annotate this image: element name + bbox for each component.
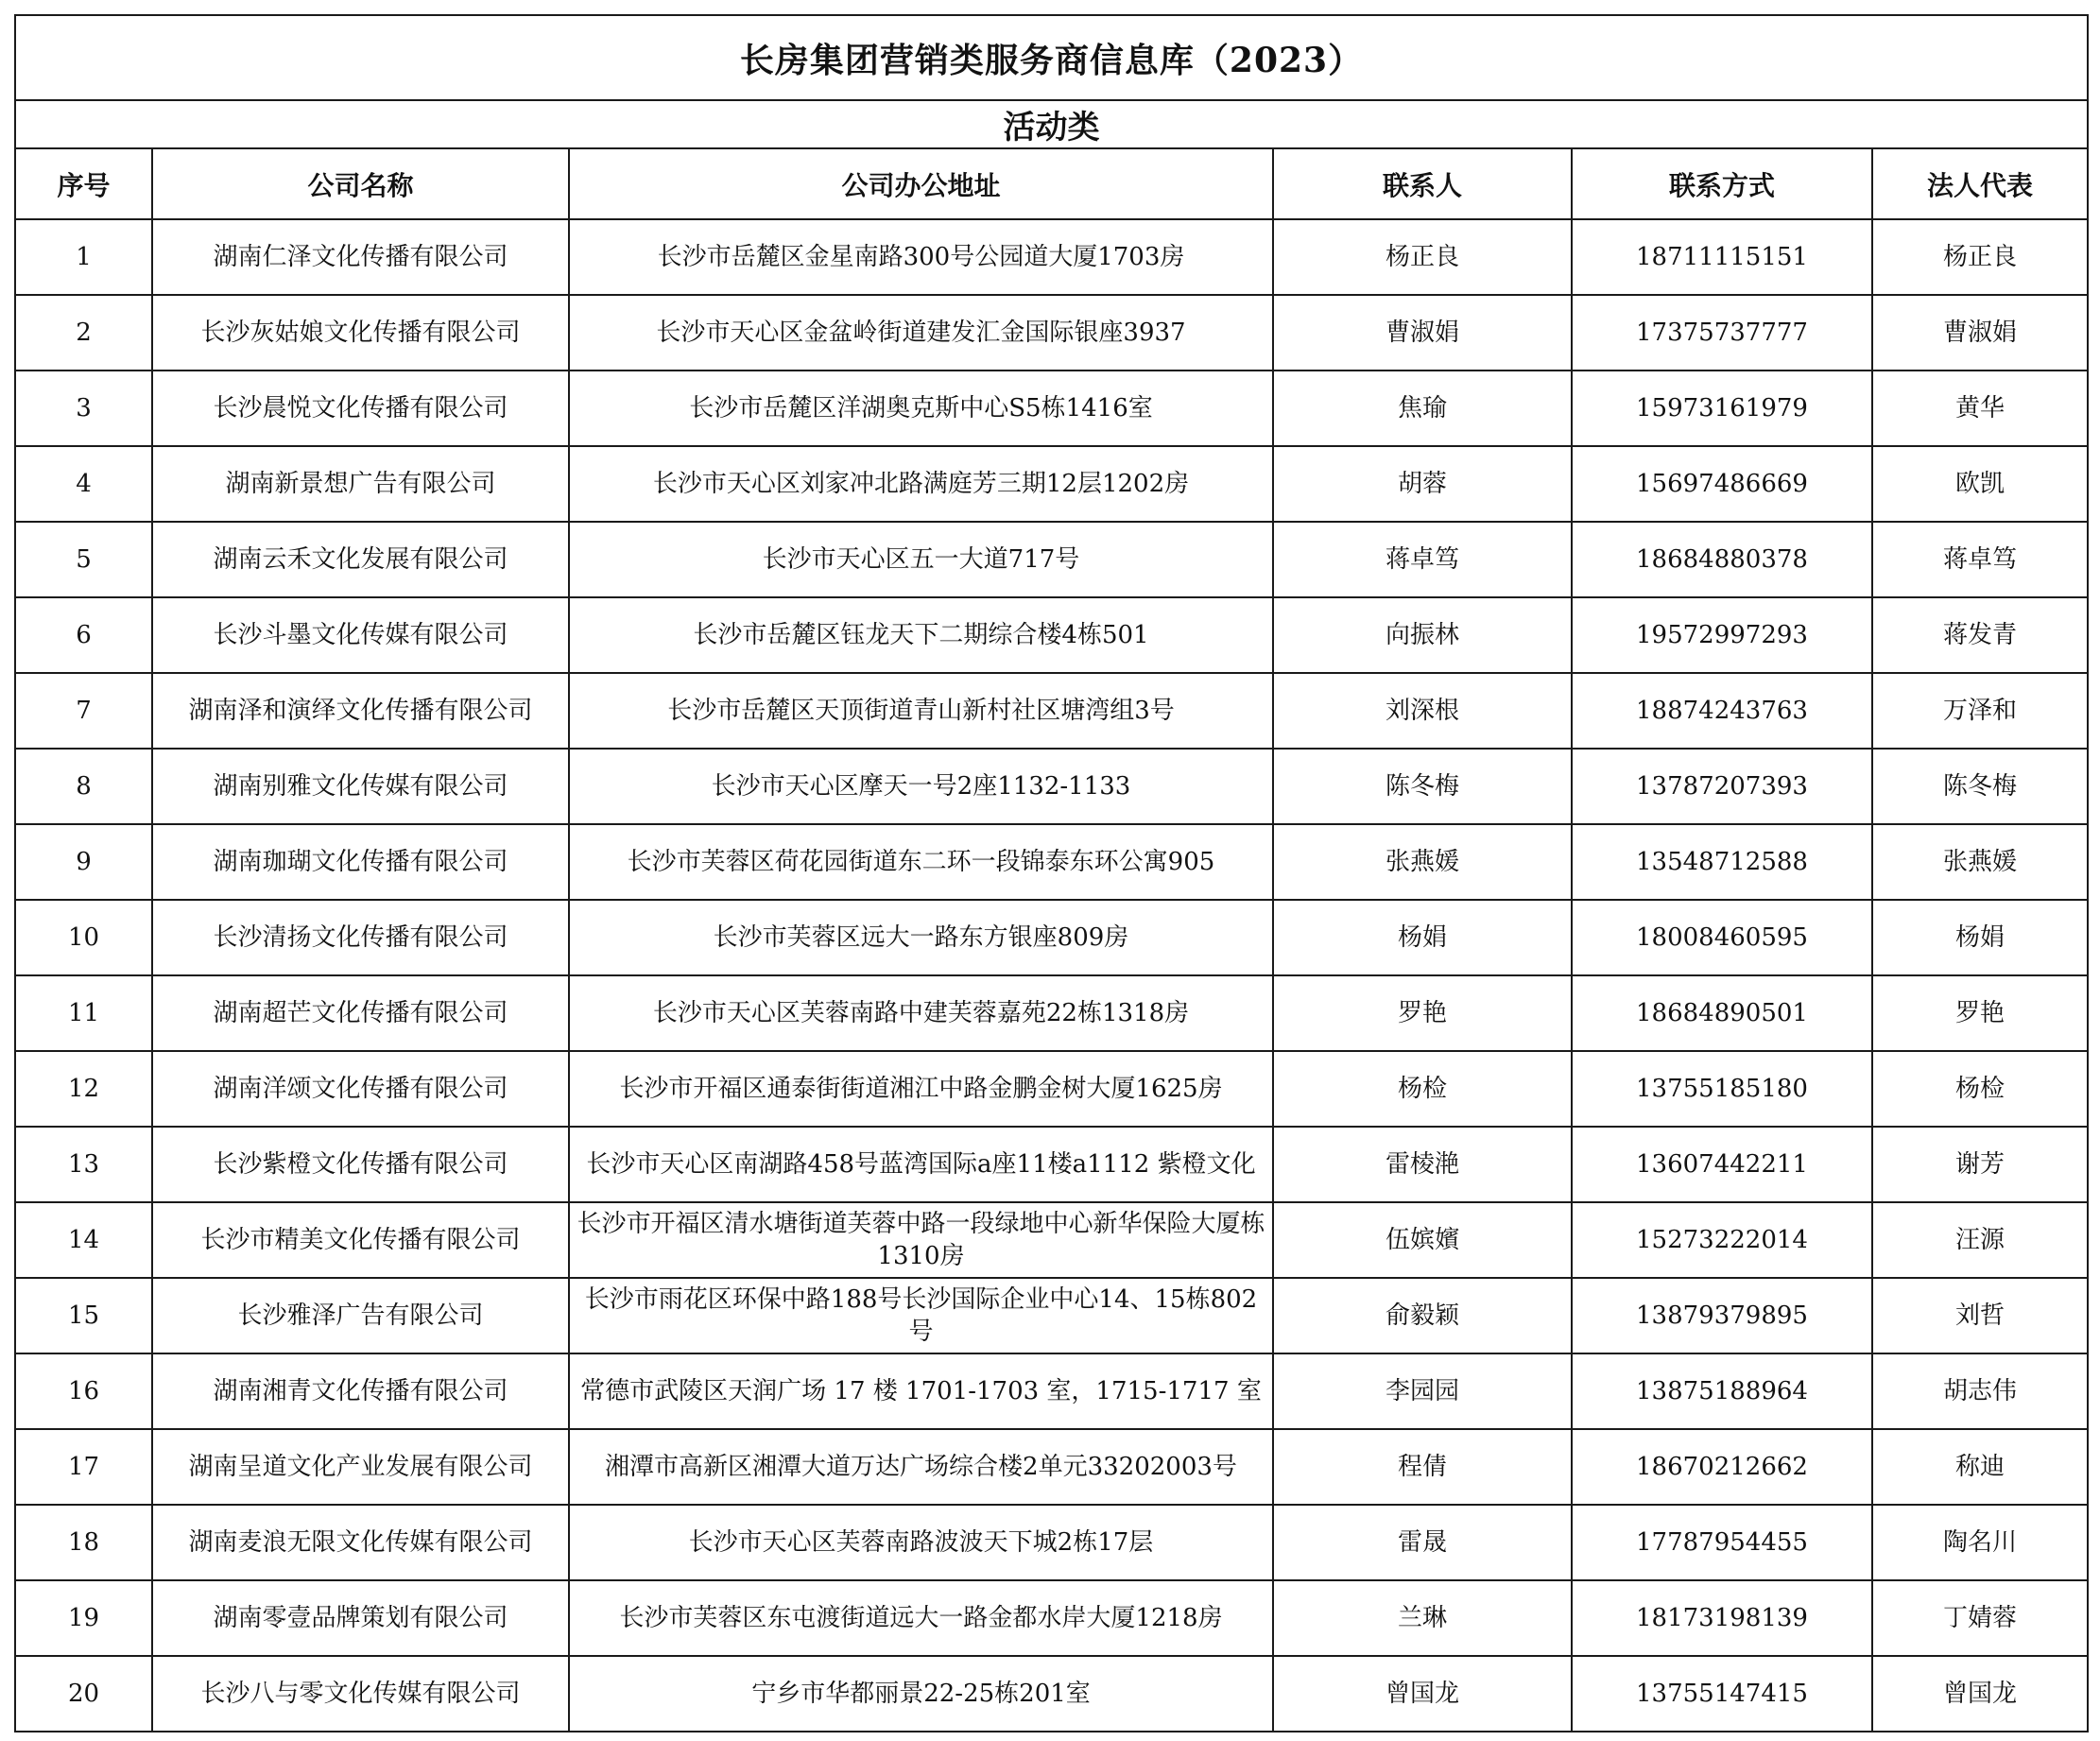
cell-phone: 15273222014	[1572, 1202, 1872, 1278]
cell-index: 11	[15, 975, 152, 1051]
cell-office-address: 长沙市岳麓区钰龙天下二期综合楼4栋501	[569, 597, 1273, 673]
cell-office-address: 长沙市芙蓉区荷花园街道东二环一段锦泰东环公寓905	[569, 824, 1273, 900]
cell-contact-person: 兰琳	[1273, 1580, 1572, 1656]
cell-office-address: 长沙市天心区摩天一号2座1132-1133	[569, 749, 1273, 824]
cell-company-name: 湖南新景想广告有限公司	[152, 446, 569, 522]
cell-office-address: 长沙市开福区清水塘街道芙蓉中路一段绿地中心新华保险大厦栋1310房	[569, 1202, 1273, 1278]
cell-legal-rep: 丁婧蓉	[1872, 1580, 2088, 1656]
sheet-title: 长房集团营销类服务商信息库（2023）	[15, 15, 2088, 100]
cell-company-name: 长沙市精美文化传播有限公司	[152, 1202, 569, 1278]
cell-phone: 13607442211	[1572, 1127, 1872, 1202]
cell-office-address: 长沙市天心区金盆岭街道建发汇金国际银座3937	[569, 295, 1273, 371]
cell-legal-rep: 刘哲	[1872, 1278, 2088, 1353]
cell-company-name: 湖南麦浪无限文化传媒有限公司	[152, 1505, 569, 1580]
table-row	[15, 673, 2088, 749]
cell-phone: 18670212662	[1572, 1429, 1872, 1505]
cell-company-name: 湖南仁泽文化传播有限公司	[152, 219, 569, 295]
cell-index: 6	[15, 597, 152, 673]
cell-contact-person: 俞毅颖	[1273, 1278, 1572, 1353]
cell-index: 2	[15, 295, 152, 371]
cell-index: 13	[15, 1127, 152, 1202]
cell-index: 18	[15, 1505, 152, 1580]
header-contact-person: 联系人	[1273, 148, 1572, 219]
cell-company-name: 湖南零壹品牌策划有限公司	[152, 1580, 569, 1656]
cell-legal-rep: 谢芳	[1872, 1127, 2088, 1202]
cell-company-name: 长沙清扬文化传播有限公司	[152, 900, 569, 975]
cell-office-address: 长沙市天心区芙蓉南路中建芙蓉嘉苑22栋1318房	[569, 975, 1273, 1051]
cell-company-name: 湖南呈道文化产业发展有限公司	[152, 1429, 569, 1505]
cell-contact-person: 陈冬梅	[1273, 749, 1572, 824]
cell-index: 16	[15, 1353, 152, 1429]
cell-legal-rep: 蒋卓笃	[1872, 522, 2088, 597]
table-row	[15, 975, 2088, 1051]
cell-company-name: 湖南云禾文化发展有限公司	[152, 522, 569, 597]
cell-contact-person: 雷晟	[1273, 1505, 1572, 1580]
cell-contact-person: 胡蓉	[1273, 446, 1572, 522]
cell-legal-rep: 杨娟	[1872, 900, 2088, 975]
header-index: 序号	[15, 148, 152, 219]
cell-contact-person: 程倩	[1273, 1429, 1572, 1505]
cell-legal-rep: 曹淑娟	[1872, 295, 2088, 371]
table-row	[15, 824, 2088, 900]
table-row	[15, 295, 2088, 371]
cell-contact-person: 杨检	[1273, 1051, 1572, 1127]
cell-legal-rep: 欧凯	[1872, 446, 2088, 522]
cell-phone: 13787207393	[1572, 749, 1872, 824]
cell-phone: 13755147415	[1572, 1656, 1872, 1732]
cell-office-address: 长沙市开福区通泰街街道湘江中路金鹏金树大厦1625房	[569, 1051, 1273, 1127]
cell-company-name: 长沙灰姑娘文化传播有限公司	[152, 295, 569, 371]
cell-company-name: 长沙紫橙文化传播有限公司	[152, 1127, 569, 1202]
cell-phone: 13879379895	[1572, 1278, 1872, 1353]
cell-phone: 18008460595	[1572, 900, 1872, 975]
table-row	[15, 749, 2088, 824]
cell-index: 15	[15, 1278, 152, 1353]
table-row	[15, 219, 2088, 295]
cell-office-address: 长沙市天心区芙蓉南路波波天下城2栋17层	[569, 1505, 1273, 1580]
table-row	[15, 1278, 2088, 1353]
cell-office-address: 长沙市芙蓉区东屯渡街道远大一路金都水岸大厦1218房	[569, 1580, 1273, 1656]
cell-company-name: 湖南珈瑚文化传播有限公司	[152, 824, 569, 900]
cell-legal-rep: 陈冬梅	[1872, 749, 2088, 824]
header-row	[15, 148, 2088, 219]
cell-office-address: 长沙市雨花区环保中路188号长沙国际企业中心14、15栋802号	[569, 1278, 1273, 1353]
cell-phone: 17375737777	[1572, 295, 1872, 371]
cell-phone: 19572997293	[1572, 597, 1872, 673]
cell-phone: 18684890501	[1572, 975, 1872, 1051]
header-legal-rep: 法人代表	[1872, 148, 2088, 219]
cell-contact-person: 杨正良	[1273, 219, 1572, 295]
cell-company-name: 湖南泽和演绎文化传播有限公司	[152, 673, 569, 749]
cell-legal-rep: 称迪	[1872, 1429, 2088, 1505]
cell-office-address: 长沙市天心区南湖路458号蓝湾国际a座11楼a1112 紫橙文化	[569, 1127, 1273, 1202]
cell-legal-rep: 万泽和	[1872, 673, 2088, 749]
cell-office-address: 长沙市天心区五一大道717号	[569, 522, 1273, 597]
table-row	[15, 522, 2088, 597]
cell-company-name: 湖南别雅文化传媒有限公司	[152, 749, 569, 824]
cell-contact-person: 伍嫔嬪	[1273, 1202, 1572, 1278]
table-row	[15, 1202, 2088, 1278]
table-row	[15, 1656, 2088, 1732]
cell-company-name: 湖南超芒文化传播有限公司	[152, 975, 569, 1051]
table-row	[15, 1429, 2088, 1505]
table-row	[15, 371, 2088, 446]
cell-legal-rep: 杨检	[1872, 1051, 2088, 1127]
table-row	[15, 1580, 2088, 1656]
cell-company-name: 长沙斗墨文化传媒有限公司	[152, 597, 569, 673]
cell-office-address: 长沙市芙蓉区远大一路东方银座809房	[569, 900, 1273, 975]
cell-office-address: 常德市武陵区天润广场 17 楼 1701-1703 室，1715-1717 室	[569, 1353, 1273, 1429]
cell-contact-person: 曹淑娟	[1273, 295, 1572, 371]
cell-index: 5	[15, 522, 152, 597]
cell-legal-rep: 陶名川	[1872, 1505, 2088, 1580]
supplier-table	[14, 14, 2089, 1732]
cell-legal-rep: 蒋发青	[1872, 597, 2088, 673]
cell-office-address: 长沙市岳麓区洋湖奥克斯中心S5栋1416室	[569, 371, 1273, 446]
table-row	[15, 1051, 2088, 1127]
table-row	[15, 1353, 2088, 1429]
cell-legal-rep: 黄华	[1872, 371, 2088, 446]
cell-index: 9	[15, 824, 152, 900]
cell-index: 17	[15, 1429, 152, 1505]
cell-phone: 15973161979	[1572, 371, 1872, 446]
cell-contact-person: 杨娟	[1273, 900, 1572, 975]
cell-index: 7	[15, 673, 152, 749]
cell-office-address: 湘潭市高新区湘潭大道万达广场综合楼2单元33202003号	[569, 1429, 1273, 1505]
cell-phone: 13755185180	[1572, 1051, 1872, 1127]
cell-index: 3	[15, 371, 152, 446]
cell-contact-person: 焦瑜	[1273, 371, 1572, 446]
title-row	[15, 15, 2088, 100]
cell-index: 14	[15, 1202, 152, 1278]
cell-contact-person: 张燕媛	[1273, 824, 1572, 900]
header-office-address: 公司办公地址	[569, 148, 1273, 219]
cell-index: 20	[15, 1656, 152, 1732]
cell-contact-person: 罗艳	[1273, 975, 1572, 1051]
cell-contact-person: 刘深根	[1273, 673, 1572, 749]
cell-legal-rep: 杨正良	[1872, 219, 2088, 295]
table-row	[15, 900, 2088, 975]
cell-contact-person: 蒋卓笃	[1273, 522, 1572, 597]
cell-index: 1	[15, 219, 152, 295]
header-phone: 联系方式	[1572, 148, 1872, 219]
category-label: 活动类	[15, 100, 2088, 148]
cell-phone: 13548712588	[1572, 824, 1872, 900]
cell-legal-rep: 曾国龙	[1872, 1656, 2088, 1732]
cell-company-name: 湖南洋颂文化传播有限公司	[152, 1051, 569, 1127]
cell-company-name: 长沙雅泽广告有限公司	[152, 1278, 569, 1353]
table-row	[15, 1505, 2088, 1580]
table-row	[15, 597, 2088, 673]
cell-phone: 15697486669	[1572, 446, 1872, 522]
cell-phone: 18874243763	[1572, 673, 1872, 749]
cell-phone: 18711115151	[1572, 219, 1872, 295]
header-company-name: 公司名称	[152, 148, 569, 219]
cell-office-address: 长沙市岳麓区金星南路300号公园道大厦1703房	[569, 219, 1273, 295]
cell-index: 12	[15, 1051, 152, 1127]
cell-contact-person: 向振林	[1273, 597, 1572, 673]
cell-contact-person: 曾国龙	[1273, 1656, 1572, 1732]
table-row	[15, 446, 2088, 522]
cell-company-name: 湖南湘青文化传播有限公司	[152, 1353, 569, 1429]
cell-phone: 18173198139	[1572, 1580, 1872, 1656]
category-row	[15, 100, 2088, 148]
cell-phone: 18684880378	[1572, 522, 1872, 597]
cell-office-address: 长沙市岳麓区天顶街道青山新村社区塘湾组3号	[569, 673, 1273, 749]
cell-phone: 13875188964	[1572, 1353, 1872, 1429]
cell-index: 8	[15, 749, 152, 824]
cell-legal-rep: 罗艳	[1872, 975, 2088, 1051]
cell-legal-rep: 汪源	[1872, 1202, 2088, 1278]
cell-legal-rep: 张燕媛	[1872, 824, 2088, 900]
cell-index: 19	[15, 1580, 152, 1656]
cell-index: 10	[15, 900, 152, 975]
cell-contact-person: 雷棱滟	[1273, 1127, 1572, 1202]
cell-phone: 17787954455	[1572, 1505, 1872, 1580]
cell-company-name: 长沙八与零文化传媒有限公司	[152, 1656, 569, 1732]
cell-index: 4	[15, 446, 152, 522]
table-row	[15, 1127, 2088, 1202]
cell-company-name: 长沙晨悦文化传播有限公司	[152, 371, 569, 446]
cell-office-address: 宁乡市华都丽景22-25栋201室	[569, 1656, 1273, 1732]
cell-legal-rep: 胡志伟	[1872, 1353, 2088, 1429]
cell-contact-person: 李园园	[1273, 1353, 1572, 1429]
cell-office-address: 长沙市天心区刘家冲北路满庭芳三期12层1202房	[569, 446, 1273, 522]
